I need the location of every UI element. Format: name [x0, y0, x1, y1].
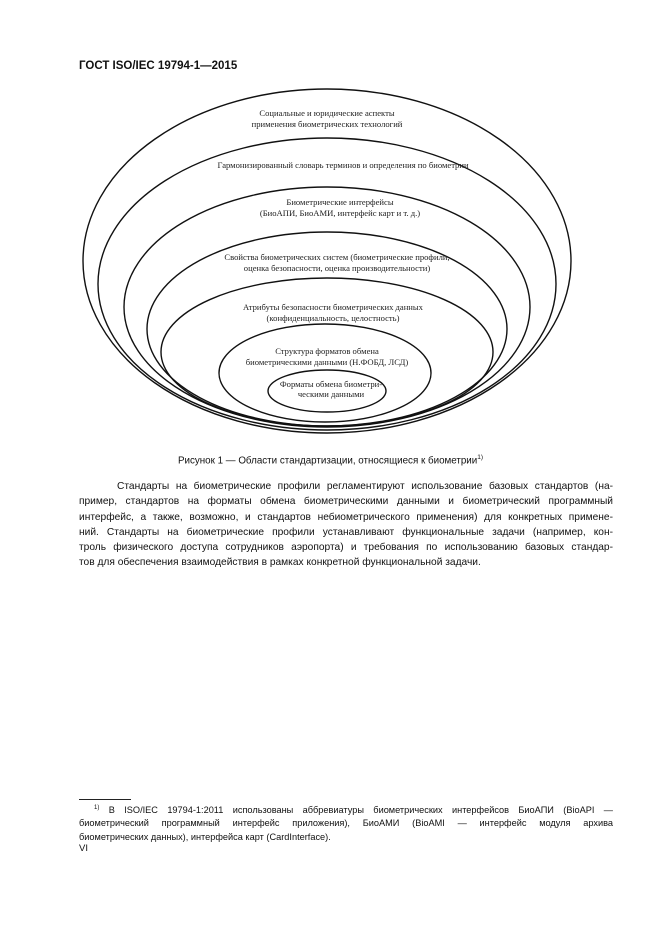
ellipse-level-6-outline [219, 324, 431, 422]
footnote-line [79, 802, 613, 817]
level-6-line1: Структура форматов обмена [275, 346, 379, 356]
paragraph-line: пример, стандартов на форматы обмена биометрическими данными и биометрический программный [79, 496, 613, 508]
level-4-line1: Свойства биометрических систем (биометрические профили, [224, 252, 450, 262]
level-7-line2: ческими данными [297, 389, 365, 399]
footnote-line-text: В ISO/IEC 19794-1:2011 использованы аббревиатуры биометрических интерфейсов БиоАПИ (BioAPI — [108, 805, 613, 816]
level-7-line1: Форматы обмена биометри- [279, 379, 383, 389]
level-5-line2: (конфиденциальность, целостность) [266, 313, 400, 323]
paragraph-line: интерфейс, а также, возможно, и стандартов небиометрического применения) для конкретных примене- [79, 511, 613, 523]
level-1-line1: Социальные и юридические аспекты [259, 108, 395, 118]
level-5-line1: Атрибуты безопасности биометрических данных [243, 302, 423, 312]
ellipse-level-6 [219, 324, 431, 422]
level-3-line2: (БиоАПИ, БиоАМИ, интерфейс карт и т. д.) [259, 208, 421, 218]
body-paragraph [79, 479, 613, 571]
level-1-line2: применения биометрических технологий [251, 119, 403, 129]
page-number: VI [79, 843, 88, 854]
ellipse-level-7 [268, 370, 386, 412]
figure-caption [0, 454, 661, 466]
standardization-areas-diagram [0, 0, 661, 460]
document-header: ГОСТ ISO/IEC 19794-1—2015 [79, 60, 238, 72]
footnote [79, 802, 613, 844]
figure-caption-footnote-ref: 1) [477, 454, 484, 461]
figure-caption-text: Рисунок 1 — Области стандартизации, относящиеся к биометрии [177, 455, 478, 467]
footnote-marker: 1) [94, 805, 100, 811]
level-3-line1: Биометрические интерфейсы [286, 197, 394, 207]
footnote-line: биометрический программный интерфейс приложения), БиоАМИ (BioAMI — интерфейс модуля архива [79, 818, 613, 829]
level-4-line2: оценка безопасности, оценка производительности) [243, 263, 431, 273]
level-2-line1: Гармонизированный словарь терминов и определения по биометрии [217, 160, 469, 170]
level-6-line2: биометрическими данными (Н.ФОБД, ЛСД) [245, 357, 409, 367]
footnote-line: биометрических данных), интерфейса карт (CardInterface). [79, 831, 331, 842]
paragraph-line: тов для обеспечения взаимодействия в рамках конкретной функциональной задачи. [79, 557, 481, 569]
paragraph-line: ний. Стандарты на биометрические профили устанавливают функциональные задачи (например, кон- [79, 526, 613, 538]
paragraph-line: троль физического доступа сотрудников аэропорта) и требования по использованию базовых стандар- [79, 542, 613, 554]
paragraph-line: Стандарты на биометрические профили регламентируют использование базовых стандартов (на- [117, 481, 613, 492]
footnote-separator [79, 799, 131, 800]
